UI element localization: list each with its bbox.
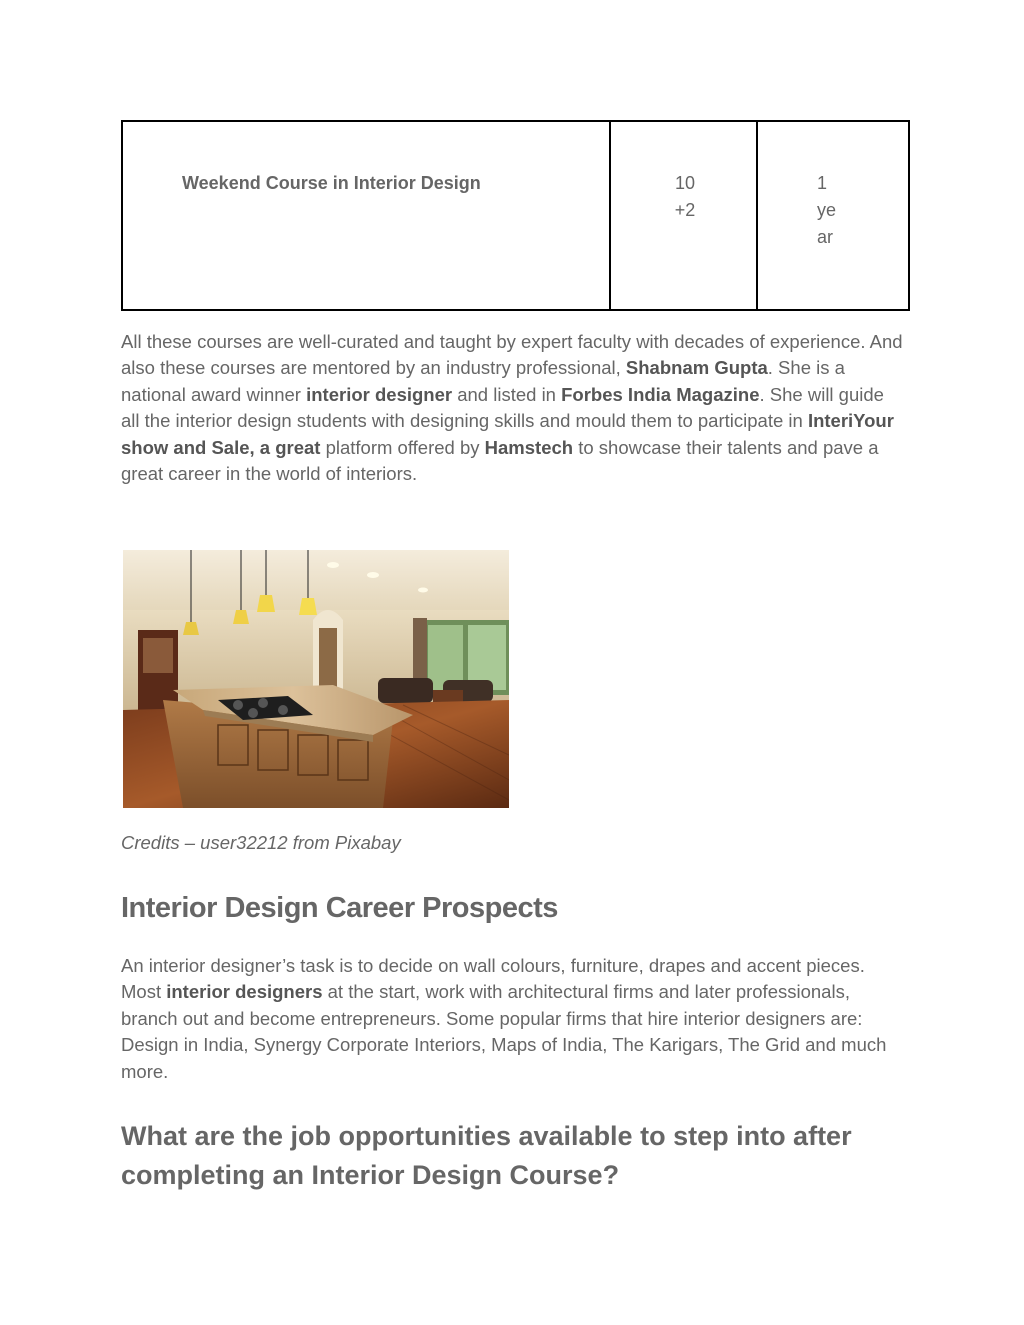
text-run: platform offered by [320, 436, 485, 458]
duration-cell [757, 121, 909, 310]
text-run: All these courses are well-curated and taught by expert faculty with decades of experience. And also these courses are mentored by an industry professional, [121, 331, 903, 379]
eligibility-cell [610, 121, 757, 310]
course-duration: 1 year [817, 173, 837, 247]
career-prospects-paragraph [121, 953, 906, 1085]
text-run: . She will guide all the interior design students with designing skills and mould them to participate in [121, 383, 884, 432]
image-credit-caption: Credits – user32212 from Pixabay [121, 832, 401, 853]
course-table [121, 120, 910, 311]
kitchen-photo [123, 550, 509, 808]
course-eligibility: 10 +2 [674, 173, 696, 220]
career-prospects-heading: Interior Design Career Prospects [121, 892, 558, 924]
course-name-cell [122, 121, 610, 310]
bold-term: interior designer [306, 383, 453, 405]
bold-term: Forbes India Magazine [561, 383, 760, 405]
job-opportunities-heading: What are the job opportunities available to step into after completing an Interior Design Course? [121, 1121, 852, 1190]
course-name: Weekend Course in Interior Design [182, 173, 481, 193]
courses-paragraph [121, 329, 906, 487]
bold-term: interior designers [166, 981, 323, 1003]
brand-name: Hamstech [484, 436, 574, 458]
text-run: An interior designer’s task is to decide on wall colours, furniture, drapes and accent pieces. Most [121, 955, 865, 1003]
mentor-name: Shabnam Gupta [625, 357, 768, 379]
text-run: and listed in [452, 383, 562, 405]
text-run: to showcase their talents and pave a great career in the world of interiors. [121, 436, 879, 485]
table-row [122, 121, 909, 310]
text-run: at the start, work with architectural firms and later professionals, branch out and become entrepreneurs. Some popular firms that hire interior designers are: Design in India, Synergy Corporate Interiors, Maps of India, The Karigars, The Grid and much more. [121, 981, 887, 1082]
text-run: . She is a national award winner [121, 357, 845, 405]
bold-term: InteriYour show and Sale, a great [121, 410, 894, 458]
